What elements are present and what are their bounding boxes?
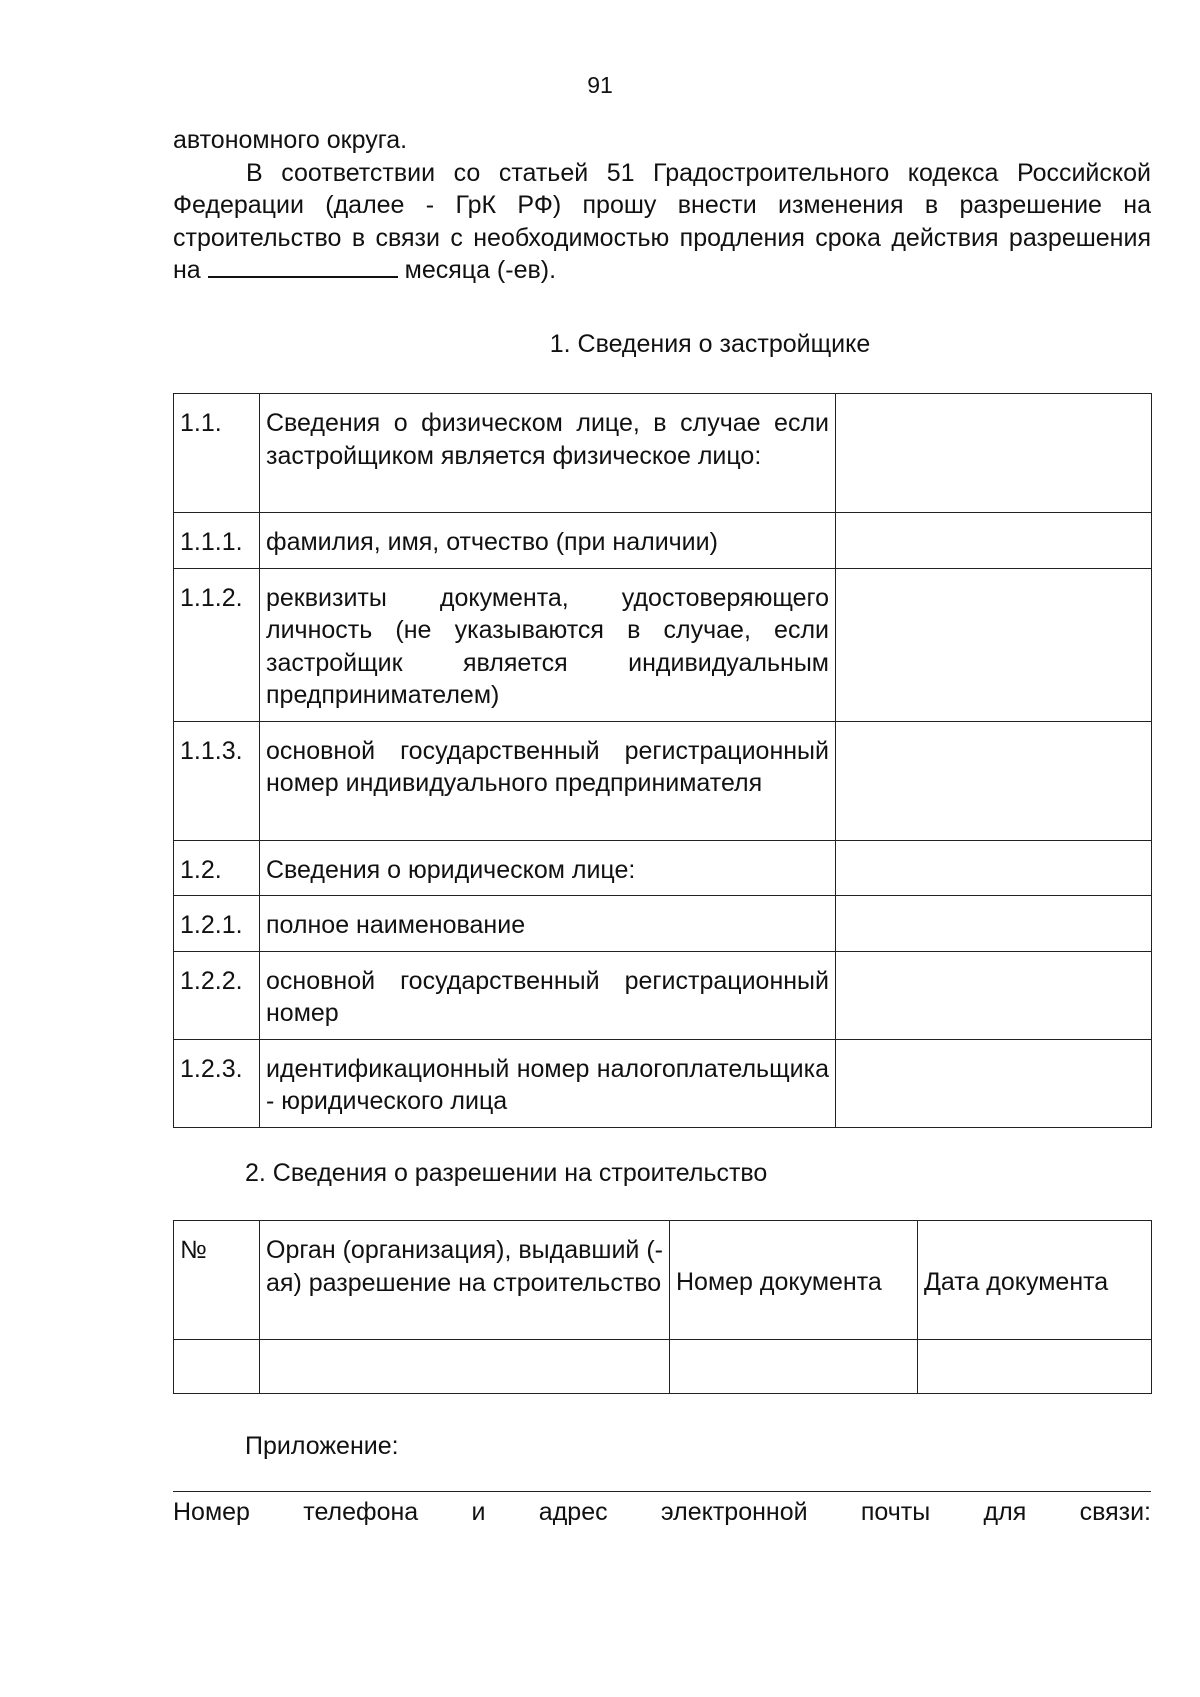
intro-paragraph-end: месяца (-ев). [404,256,557,284]
row-number: 1.1.2. [174,568,260,721]
row-label: полное наименование [260,896,836,952]
table-header-row [174,1221,1152,1340]
header-doc-number: Номер документа [670,1221,918,1340]
contact-label: Номер телефона и адрес электронной почты для связи: [173,1498,1151,1526]
table-row [174,568,1152,721]
cell-organ[interactable] [260,1340,670,1394]
appendix-label: Приложение: [245,1432,399,1460]
cell-doc-date[interactable] [918,1340,1152,1394]
row-label: реквизиты документа, удостоверяющего личность (не указываются в случае, если застройщик является индивидуальным предпринимателем) [260,568,836,721]
header-doc-date: Дата документа [918,1221,1152,1340]
row-value-cell[interactable] [836,840,1152,896]
table-row [174,1039,1152,1127]
table-row [174,721,1152,840]
row-value-cell[interactable] [836,951,1152,1039]
cell-num[interactable] [174,1340,260,1394]
row-value-cell[interactable] [836,721,1152,840]
table-row [174,394,1152,513]
table-row [174,1340,1152,1394]
row-value-cell[interactable] [836,896,1152,952]
row-label: фамилия, имя, отчество (при наличии) [260,513,836,569]
row-value-cell[interactable] [836,568,1152,721]
table-row [174,513,1152,569]
row-value-cell[interactable] [836,513,1152,569]
row-number: 1.2.2. [174,951,260,1039]
header-organ: Орган (организация), выдавший (-ая) разрешение на строительство [260,1221,670,1340]
intro-paragraph [173,157,1151,287]
row-value-cell[interactable] [836,394,1152,513]
term-blank-field[interactable] [208,254,398,278]
intro-paragraph-text: В соответствии со статьей 51 Градостроительного кодекса Российской Федерации (далее - ГрК РФ) прошу внести изменения в разрешение на строительство в связи с необходимостью продления срока действия разрешения на [173,158,1151,284]
intro-text [173,124,1151,287]
section1-title: 1. Сведения о застройщике [549,330,871,358]
row-label: основной государственный регистрационный номер [260,951,836,1039]
row-number: 1.2.1. [174,896,260,952]
table-row [174,951,1152,1039]
row-number: 1.1. [174,394,260,513]
permit-info-table [173,1220,1152,1394]
row-value-cell[interactable] [836,1039,1152,1127]
row-label: идентификационный номер налогоплательщика - юридического лица [260,1039,836,1127]
cell-doc-number[interactable] [670,1340,918,1394]
table-row [174,840,1152,896]
row-label: Сведения о юридическом лице: [260,840,836,896]
row-label: Сведения о физическом лице, в случае если застройщиком является физическое лицо: [260,394,836,513]
row-number: 1.1.1. [174,513,260,569]
appendix-line[interactable] [173,1491,1151,1492]
developer-info-table [173,393,1152,1128]
intro-line-first: автономного округа. [173,126,408,154]
row-number: 1.2. [174,840,260,896]
section2-title: 2. Сведения о разрешении на строительство [245,1159,768,1187]
header-num: № [174,1221,260,1340]
page-number: 91 [587,72,613,98]
table-row [174,896,1152,952]
row-label: основной государственный регистрационный номер индивидуального предпринимателя [260,721,836,840]
row-number: 1.1.3. [174,721,260,840]
row-number: 1.2.3. [174,1039,260,1127]
